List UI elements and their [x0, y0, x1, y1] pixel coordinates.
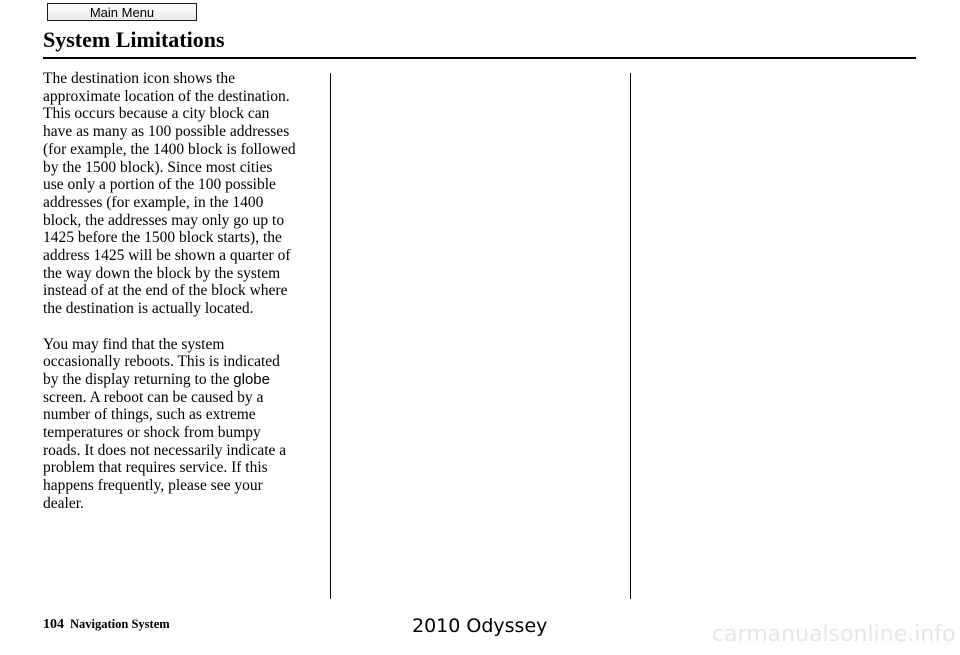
text-line: the way down the block by the system	[43, 264, 281, 282]
text-line: use only a portion of the 100 possible	[43, 176, 276, 194]
text-line: instead of at the end of the block where	[43, 282, 288, 300]
main-menu-button[interactable]: Main Menu	[47, 3, 197, 21]
page-number: 104	[43, 617, 64, 632]
column-divider-right	[630, 73, 631, 599]
text-line: (for example, the 1400 block is followed	[43, 140, 296, 158]
paragraph-reboots	[43, 336, 328, 513]
text-line: the destination is actually located.	[43, 300, 254, 318]
text-line: 1425 before the 1500 block starts), the	[43, 229, 282, 247]
column-divider-left	[330, 73, 331, 599]
watermark: carmanualsonline.info	[712, 622, 956, 647]
text-line: by the 1500 block). Since most cities	[43, 158, 273, 176]
paragraph-destination-icon	[43, 70, 328, 318]
page-title: System Limitations	[43, 27, 225, 52]
text-line	[43, 371, 328, 389]
text-line: address 1425 will be shown a quarter of	[43, 247, 291, 265]
title-divider	[43, 57, 916, 59]
text-line: occasionally reboots. This is indicated	[43, 353, 280, 371]
text-line: approximate location of the destination.	[43, 87, 290, 105]
text-line: You may find that the system	[43, 335, 225, 353]
text-line: happens frequently, please see your	[43, 477, 263, 495]
text-line: problem that requires service. If this	[43, 459, 268, 477]
text-line: screen. A reboot can be caused by a	[43, 388, 264, 406]
section-label: Navigation System	[70, 617, 170, 631]
text-line: temperatures or shock from bumpy	[43, 424, 261, 442]
text-line: roads. It does not necessarily indicate a	[43, 441, 287, 459]
text-line: number of things, such as extreme	[43, 406, 256, 424]
text-line-prefix: by the display returning to the	[43, 370, 234, 388]
text-line: The destination icon shows the	[43, 70, 235, 87]
text-line: This occurs because a city block can	[43, 105, 270, 123]
text-line: addresses (for example, in the 1400	[43, 193, 264, 211]
text-line: dealer.	[43, 494, 84, 512]
text-line: block, the addresses may only go up to	[43, 211, 285, 229]
body-text-column	[43, 70, 328, 513]
text-line: have as many as 100 possible addresses	[43, 123, 290, 141]
model-label: 2010 Odyssey	[412, 615, 548, 637]
page-footer	[43, 615, 170, 633]
globe-screen-term: globe	[233, 370, 270, 388]
